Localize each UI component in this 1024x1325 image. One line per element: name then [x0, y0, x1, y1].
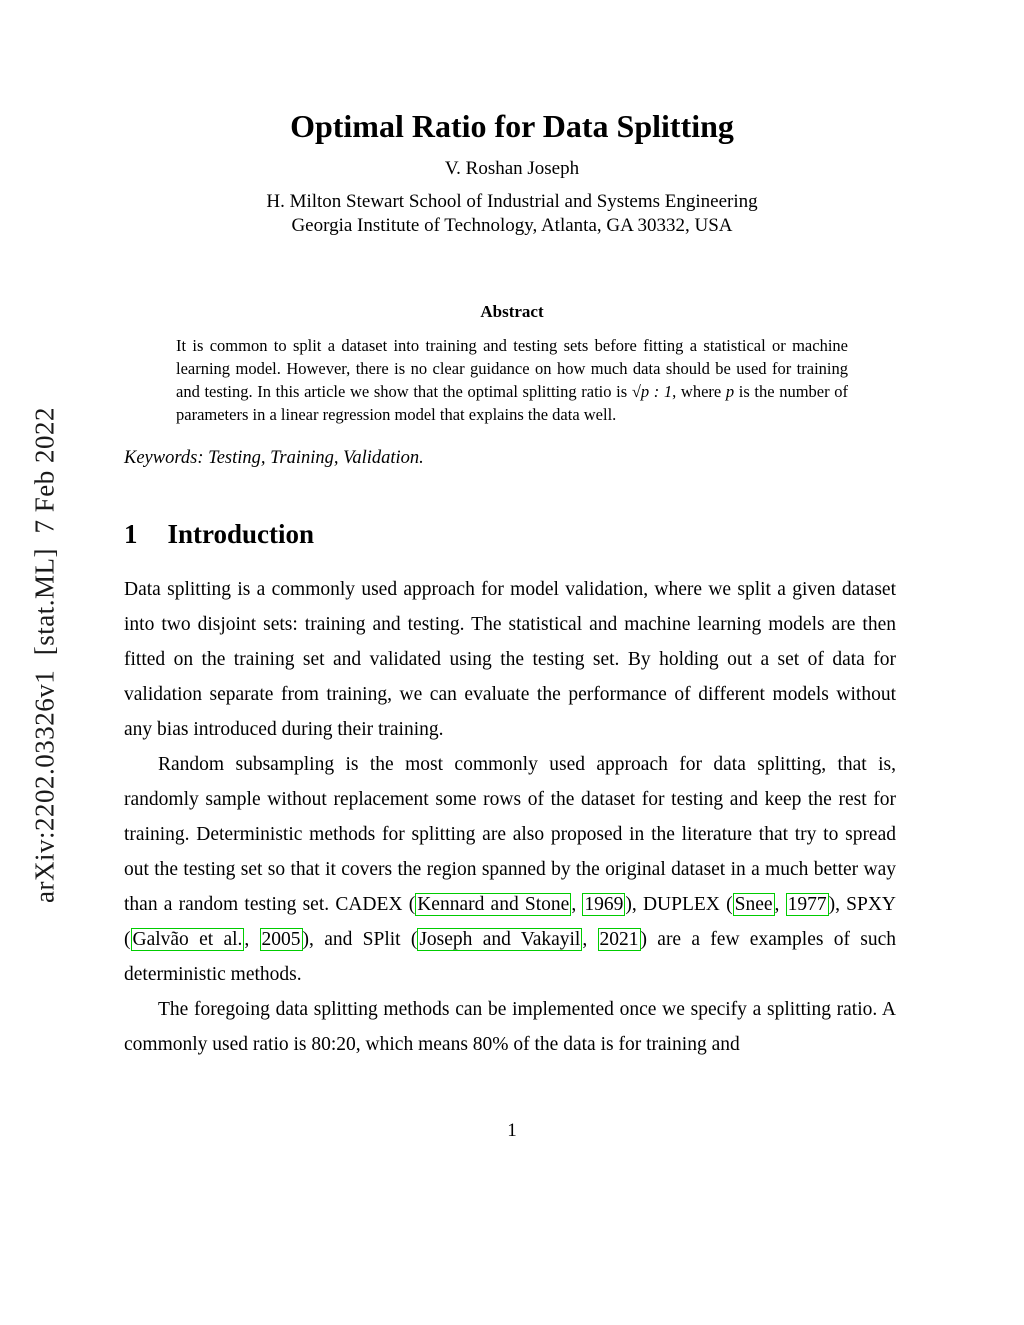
text-run: Random subsampling is the most commonly used approach for data splitting, that is, randomly sample without replacement some rows of the dataset for testing and keep the rest for training. Deterministic methods for splitting are also proposed in the literature that try to spread out the testing set so that it covers the region spanned by the original dataset in a much better way than a random testing set. CADEX ( [124, 754, 896, 915]
citation-link[interactable]: 1977 [787, 894, 827, 915]
citation-link[interactable]: Kennard and Stone [417, 894, 570, 915]
section-title: Introduction [167, 519, 315, 549]
section-number: 1 [124, 519, 138, 549]
paragraph: The foregoing data splitting methods can be implemented once we specify a splitting ratio. A commonly used ratio is 80:20, which means 80% of the data is for training and [124, 999, 896, 1055]
arxiv-watermark: arXiv:2202.03326v1 [stat.ML] 7 Feb 2022 [29, 407, 60, 903]
math-inline: p [725, 382, 735, 401]
keywords-line: Keywords: Testing, Training, Validation. [124, 448, 424, 468]
text-run: ), SPXY ( [124, 894, 897, 950]
text-run: ), and SPlit ( [302, 929, 418, 950]
text-run: , where [672, 382, 726, 401]
text-run: is the number of parameters in a linear regression model that explains the data well. [176, 382, 849, 424]
citation-link[interactable]: 2005 [261, 929, 301, 950]
math-inline: √p : 1 [631, 382, 673, 401]
page-number: 1 [507, 1120, 517, 1141]
text-run: ) are a few examples of such deterministic methods. [124, 929, 896, 985]
affiliation-line-2: Georgia Institute of Technology, Atlanta, GA 30332, USA [291, 215, 733, 236]
text-run: , [571, 894, 583, 915]
abstract-heading: Abstract [480, 302, 544, 321]
citation-link[interactable]: Galvão et al. [132, 929, 243, 950]
text-run: , [244, 929, 260, 950]
paragraph: Data splitting is a commonly used approach for model validation, where we split a given dataset into two disjoint sets: training and testing. The statistical and machine learning models are then fitted on the training set and validated using the testing set. By holding out a set of data for validation separate from training, we can evaluate the performance of different models without any bias introduced during their training. [124, 579, 896, 740]
section-heading [124, 519, 1024, 550]
text-run: ), DUPLEX ( [625, 894, 733, 915]
paper-title: Optimal Ratio for Data Splitting [290, 108, 734, 144]
text-run: It is common to split a dataset into training and testing sets before fitting a statistical or machine learning model. However, there is no clear guidance on how much data should be used for training and testing. In this article we show that the optimal splitting ratio is [176, 336, 848, 401]
citation-link[interactable]: 2021 [599, 929, 639, 950]
abstract-text [176, 334, 848, 426]
citation-link[interactable]: 1969 [584, 894, 624, 915]
text-run: , [774, 894, 786, 915]
citation-link[interactable]: Snee [734, 894, 773, 915]
citation-link[interactable]: Joseph and Vakayil [419, 929, 581, 950]
text-run: , [582, 929, 598, 950]
affiliation-line-1: H. Milton Stewart School of Industrial and Systems Engineering [266, 191, 758, 212]
author-name: V. Roshan Joseph [444, 158, 580, 179]
paragraph [124, 747, 896, 992]
